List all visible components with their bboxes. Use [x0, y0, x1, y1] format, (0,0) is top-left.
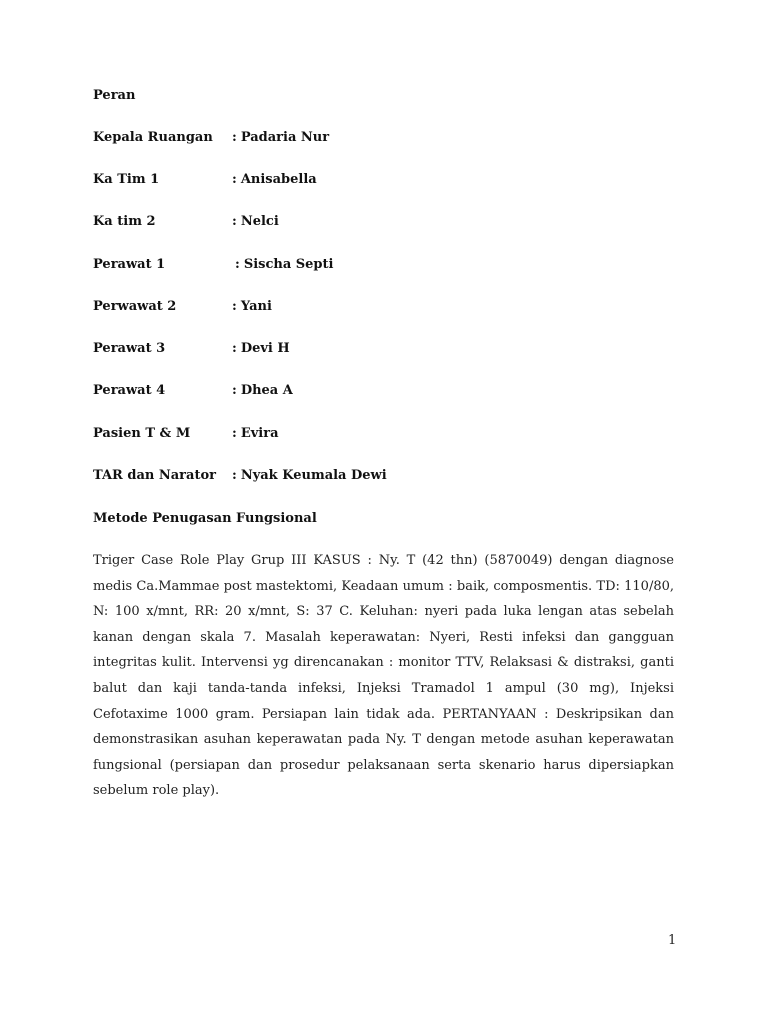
- role-row-ka-tim-2: [93, 214, 693, 229]
- role-row-ka-tim-1: [93, 172, 693, 187]
- role-separator: :: [232, 383, 237, 398]
- role-separator: :: [232, 130, 237, 145]
- role-value: Sischa Septi: [243, 257, 334, 272]
- role-separator: :: [232, 214, 237, 229]
- page-number: 1: [668, 933, 677, 948]
- role-value: Anisabella: [240, 172, 317, 187]
- role-value: Evira: [240, 426, 279, 441]
- role-row-kepala-ruangan: [93, 130, 693, 145]
- role-value: Devi H: [240, 341, 290, 356]
- role-value: Padaria Nur: [240, 130, 330, 145]
- role-label: Perawat 4: [93, 383, 166, 398]
- role-separator: :: [232, 341, 237, 356]
- role-row-perawat-4: [93, 383, 693, 398]
- role-label: Kepala Ruangan: [93, 130, 213, 145]
- role-separator: :: [232, 172, 237, 187]
- case-paragraph: Triger Case Role Play Grup III KASUS : Ny. T (42 thn) (5870049) dengan diagnose medis Ca.Mammae post mastektomi, Keadaan umum : baik, composmentis. TD: 110/80, N: 100 x/mnt, RR: 20 x/mnt, S: 37 C. Keluhan: nyeri pada luka lengan atas sebelah kanan dengan skala 7. Masalah keperawatan: Nyeri, Resti infeksi dan gangguan integritas kulit. Intervensi yg direncanakan : monitor TTV, Relaksasi & distraksi, ganti balut dan kaji tanda-tanda infeksi, Injeksi Tramadol 1 ampul (30 mg), Injeksi Cefotaxime 1000 gram. Persiapan lain tidak ada. PERTANYAAN : Deskripsikan dan demonstrasikan asuhan keperawatan pada Ny. T dengan metode asuhan keperawatan fungsional (persiapan dan prosedur pelaksanaan serta skenario harus dipersiapkan sebelum role play).: [93, 553, 674, 799]
- role-row-perawat-1: [93, 257, 693, 272]
- role-row-tar-narator: [93, 468, 693, 483]
- role-label: TAR dan Narator: [93, 468, 216, 483]
- role-row-perwawat-2: [93, 299, 693, 314]
- role-separator: :: [232, 299, 237, 314]
- role-label: Pasien T & M: [93, 426, 191, 441]
- role-label: Ka tim 2: [93, 214, 156, 229]
- role-label: Perwawat 2: [93, 299, 177, 314]
- role-value: Yani: [240, 299, 272, 314]
- heading-metode: Metode Penugasan Fungsional: [93, 511, 317, 526]
- role-separator: :: [235, 257, 240, 272]
- heading-peran: Peran: [93, 88, 136, 103]
- role-label: Perawat 3: [93, 341, 166, 356]
- role-separator: :: [232, 426, 237, 441]
- role-value: Nyak Keumala Dewi: [240, 468, 387, 483]
- role-row-perawat-3: [93, 341, 693, 356]
- role-label: Ka Tim 1: [93, 172, 160, 187]
- role-value: Nelci: [240, 214, 279, 229]
- role-label: Perawat 1: [93, 257, 166, 272]
- role-row-pasien: [93, 426, 693, 441]
- role-separator: :: [232, 468, 237, 483]
- role-value: Dhea A: [240, 383, 293, 398]
